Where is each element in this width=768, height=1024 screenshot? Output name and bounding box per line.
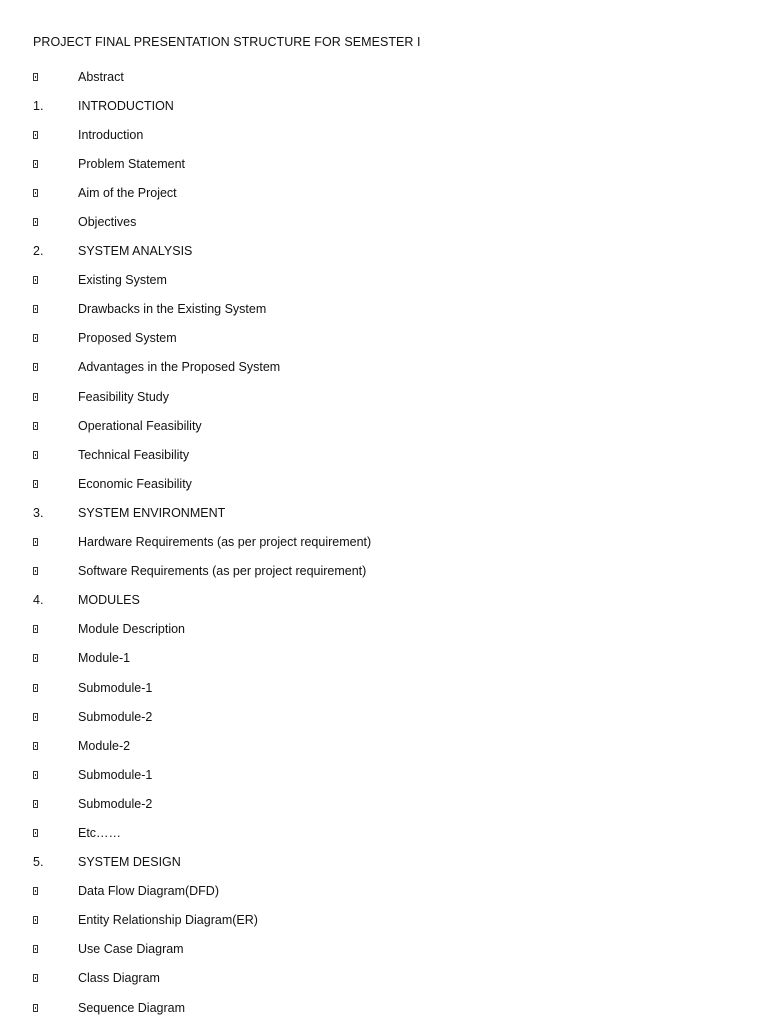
list-item-text: Sequence Diagram bbox=[78, 1000, 186, 1015]
bullet-marker bbox=[33, 131, 78, 139]
bullet-marker bbox=[33, 684, 78, 692]
section-number: 1. bbox=[33, 98, 44, 113]
list-item bbox=[33, 295, 371, 324]
bullet-marker bbox=[33, 829, 78, 837]
missing-glyph-icon bbox=[33, 713, 38, 721]
missing-glyph-icon bbox=[33, 480, 38, 488]
list-item-text: Submodule-2 bbox=[78, 709, 153, 724]
section-heading bbox=[33, 91, 371, 120]
list-item-text: Etc…… bbox=[78, 825, 122, 840]
missing-glyph-icon bbox=[33, 451, 38, 459]
list-item-text: Feasibility Study bbox=[78, 389, 170, 404]
list-item bbox=[33, 644, 371, 673]
list-item bbox=[33, 702, 371, 731]
list-item bbox=[33, 760, 371, 789]
missing-glyph-icon bbox=[33, 218, 38, 226]
bullet-marker bbox=[33, 422, 78, 430]
bullet-marker bbox=[33, 334, 78, 342]
list-item bbox=[33, 353, 371, 382]
list-item bbox=[33, 964, 371, 993]
list-item bbox=[33, 673, 371, 702]
bullet-marker bbox=[33, 480, 78, 488]
section-number: 4. bbox=[33, 593, 44, 608]
list-item-text: Submodule-1 bbox=[78, 767, 153, 782]
section-number: 3. bbox=[33, 505, 44, 520]
list-item-text: Module-2 bbox=[78, 738, 131, 753]
list-item-text: Introduction bbox=[78, 127, 144, 142]
section-heading bbox=[33, 586, 371, 615]
missing-glyph-icon bbox=[33, 742, 38, 750]
missing-glyph-icon bbox=[33, 829, 38, 837]
missing-glyph-icon bbox=[33, 625, 38, 633]
list-item-text: Software Requirements (as per project requirement) bbox=[78, 564, 367, 579]
section-heading bbox=[33, 498, 371, 527]
list-item bbox=[33, 818, 371, 847]
list-item-text: Submodule-1 bbox=[78, 680, 153, 695]
bullet-marker bbox=[33, 771, 78, 779]
missing-glyph-icon bbox=[33, 887, 38, 895]
missing-glyph-icon bbox=[33, 393, 38, 401]
section-heading bbox=[33, 848, 371, 877]
bullet-marker bbox=[33, 625, 78, 633]
list-item bbox=[33, 324, 371, 353]
list-item bbox=[33, 440, 371, 469]
missing-glyph-icon bbox=[33, 567, 38, 575]
list-item bbox=[33, 120, 371, 149]
list-item bbox=[33, 382, 371, 411]
bullet-marker bbox=[33, 73, 78, 81]
list-item bbox=[33, 469, 371, 498]
bullet-marker bbox=[33, 189, 78, 197]
list-item-text: Drawbacks in the Existing System bbox=[78, 302, 267, 317]
section-heading bbox=[33, 237, 371, 266]
missing-glyph-icon bbox=[33, 160, 38, 168]
list-item bbox=[33, 615, 371, 644]
list-item bbox=[33, 62, 371, 91]
list-item-text: Use Case Diagram bbox=[78, 942, 184, 957]
bullet-marker bbox=[33, 567, 78, 575]
list-item-text: Abstract bbox=[78, 69, 124, 84]
bullet-marker bbox=[33, 887, 78, 895]
bullet-marker bbox=[33, 974, 78, 982]
bullet-marker bbox=[33, 160, 78, 168]
list-item-text: Economic Feasibility bbox=[78, 476, 192, 491]
missing-glyph-icon bbox=[33, 684, 38, 692]
list-item bbox=[33, 935, 371, 964]
missing-glyph-icon bbox=[33, 538, 38, 546]
list-item bbox=[33, 528, 371, 557]
section-heading-text: SYSTEM DESIGN bbox=[78, 855, 181, 870]
bullet-marker bbox=[33, 742, 78, 750]
missing-glyph-icon bbox=[33, 305, 38, 313]
missing-glyph-icon bbox=[33, 1004, 38, 1012]
section-heading-text: SYSTEM ANALYSIS bbox=[78, 244, 193, 259]
bullet-marker bbox=[33, 713, 78, 721]
list-item bbox=[33, 411, 371, 440]
section-heading-text: MODULES bbox=[78, 593, 140, 608]
missing-glyph-icon bbox=[33, 916, 38, 924]
missing-glyph-icon bbox=[33, 189, 38, 197]
list-item-text: Hardware Requirements (as per project requirement) bbox=[78, 535, 372, 550]
bullet-marker bbox=[33, 393, 78, 401]
list-item bbox=[33, 789, 371, 818]
list-item bbox=[33, 178, 371, 207]
missing-glyph-icon bbox=[33, 73, 38, 81]
list-item bbox=[33, 877, 371, 906]
missing-glyph-icon bbox=[33, 945, 38, 953]
list-item-text: Module-1 bbox=[78, 651, 131, 666]
bullet-marker bbox=[33, 276, 78, 284]
list-item-text: Entity Relationship Diagram(ER) bbox=[78, 913, 258, 928]
bullet-marker bbox=[33, 538, 78, 546]
list-item-text: Module Description bbox=[78, 622, 185, 637]
bullet-marker bbox=[33, 945, 78, 953]
missing-glyph-icon bbox=[33, 363, 38, 371]
section-number: 5. bbox=[33, 855, 44, 870]
list-item bbox=[33, 731, 371, 760]
list-item-text: Technical Feasibility bbox=[78, 447, 190, 462]
missing-glyph-icon bbox=[33, 800, 38, 808]
list-item-text: Advantages in the Proposed System bbox=[78, 360, 281, 375]
list-item-text: Proposed System bbox=[78, 331, 177, 346]
list-item-text: Existing System bbox=[78, 273, 167, 288]
bullet-marker bbox=[33, 363, 78, 371]
bullet-marker bbox=[33, 800, 78, 808]
list-item bbox=[33, 149, 371, 178]
list-item bbox=[33, 207, 371, 236]
missing-glyph-icon bbox=[33, 131, 38, 139]
missing-glyph-icon bbox=[33, 422, 38, 430]
bullet-marker bbox=[33, 218, 78, 226]
list-item-text: Data Flow Diagram(DFD) bbox=[78, 884, 219, 899]
missing-glyph-icon bbox=[33, 334, 38, 342]
list-item bbox=[33, 266, 371, 295]
list-item-text: Aim of the Project bbox=[78, 185, 177, 200]
list-item-text: Operational Feasibility bbox=[78, 418, 202, 433]
section-heading-text: INTRODUCTION bbox=[78, 98, 174, 113]
bullet-marker bbox=[33, 1004, 78, 1012]
document-title: PROJECT FINAL PRESENTATION STRUCTURE FOR SEMESTER I bbox=[33, 35, 421, 49]
bullet-marker bbox=[33, 451, 78, 459]
list-item-text: Submodule-2 bbox=[78, 796, 153, 811]
list-item-text: Problem Statement bbox=[78, 156, 185, 171]
bullet-marker bbox=[33, 305, 78, 313]
list-item-text: Objectives bbox=[78, 215, 137, 230]
list-item bbox=[33, 906, 371, 935]
bullet-marker bbox=[33, 916, 78, 924]
section-number: 2. bbox=[33, 244, 44, 259]
missing-glyph-icon bbox=[33, 771, 38, 779]
missing-glyph-icon bbox=[33, 654, 38, 662]
list-item-text: Class Diagram bbox=[78, 971, 160, 986]
outline-list bbox=[33, 62, 371, 1022]
missing-glyph-icon bbox=[33, 276, 38, 284]
missing-glyph-icon bbox=[33, 974, 38, 982]
section-heading-text: SYSTEM ENVIRONMENT bbox=[78, 505, 226, 520]
list-item bbox=[33, 993, 371, 1022]
bullet-marker bbox=[33, 654, 78, 662]
list-item bbox=[33, 557, 371, 586]
